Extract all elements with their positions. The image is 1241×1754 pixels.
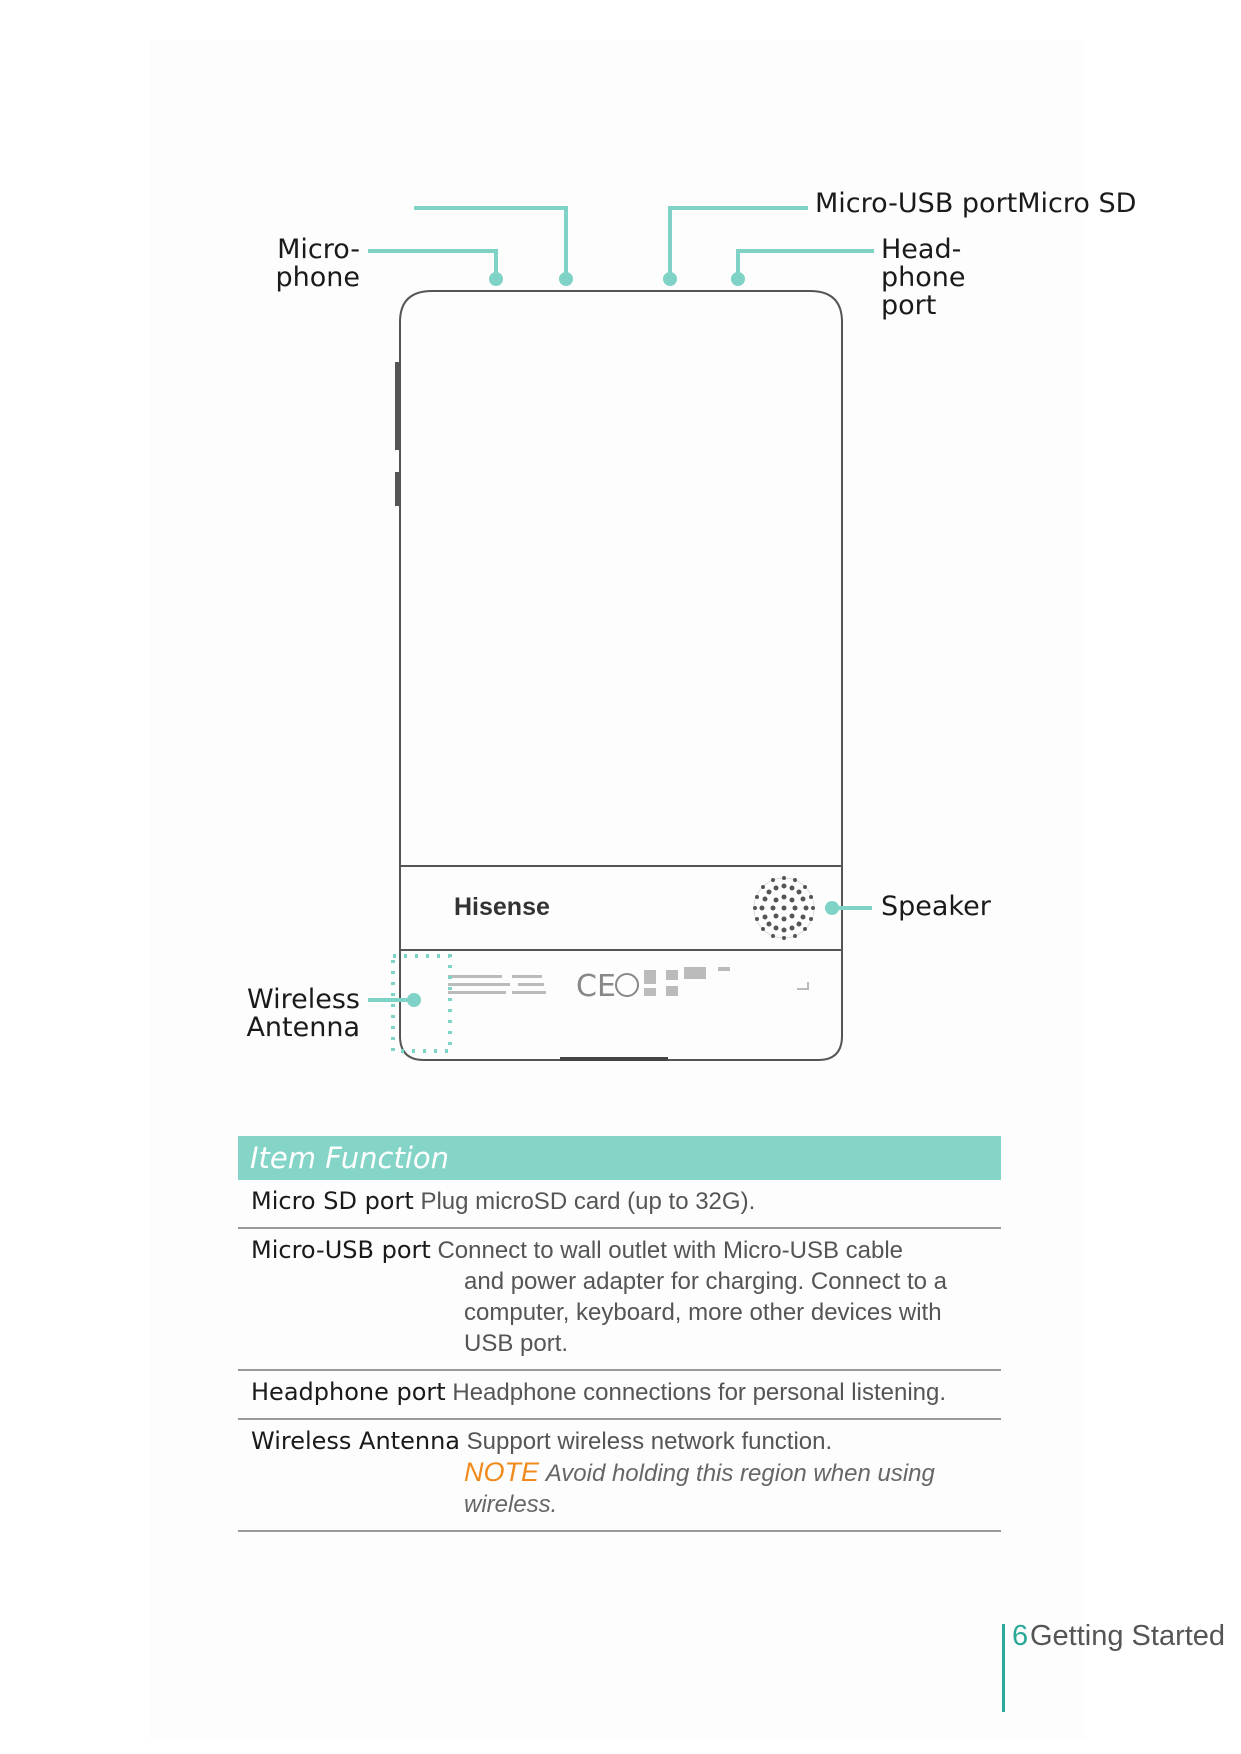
speaker-grille: [753, 876, 815, 940]
table-row: [238, 1420, 1001, 1532]
tablet-outline: [400, 291, 842, 1060]
note-block: [251, 1457, 1001, 1520]
table-row: [238, 1180, 1001, 1229]
row-name: Wireless Antenna: [251, 1427, 460, 1455]
wireless-antenna-label: Wireless Antenna: [246, 984, 360, 1043]
volume-button: [395, 362, 400, 450]
brand-logo: Hisense: [454, 893, 550, 921]
item-function-table: [238, 1136, 1001, 1532]
row-name: Headphone port: [251, 1378, 446, 1406]
note-label: NOTE: [464, 1457, 540, 1487]
row-desc: Headphone connections for personal listening.: [452, 1379, 947, 1406]
table-header: Item Function: [238, 1136, 1001, 1180]
footer-bar: [1002, 1624, 1005, 1712]
row-desc: Plug microSD card (up to 32G).: [420, 1188, 756, 1215]
power-button: [395, 472, 400, 506]
antenna-region: [393, 956, 450, 1051]
note-text: Avoid holding this region when using wireless.: [464, 1460, 935, 1518]
row-name: Micro-USB port: [251, 1236, 431, 1264]
microphone-label: Micro- phone: [275, 234, 360, 293]
svg-text:CE: CE: [576, 969, 616, 1004]
micro-usb-micro-sd-label: Micro-USB portMicro SD: [815, 188, 1137, 219]
section-title: Getting Started: [1030, 1620, 1226, 1652]
table-row: [238, 1229, 1001, 1371]
row-desc: Support wireless network function.: [466, 1428, 833, 1455]
row-desc-cont: and power adapter for charging. Connect to a computer, keyboard, more other devices with USB port.: [464, 1268, 947, 1357]
headphone-port-label: Head- phone port: [881, 234, 966, 321]
row-name: Micro SD port: [251, 1187, 414, 1215]
table-row: [238, 1371, 1001, 1420]
regulatory-marks: [448, 967, 809, 1004]
row-desc: Connect to wall outlet with Micro-USB cable: [437, 1237, 903, 1264]
speaker-label: Speaker: [881, 891, 991, 922]
page-number: 6: [1012, 1620, 1029, 1652]
